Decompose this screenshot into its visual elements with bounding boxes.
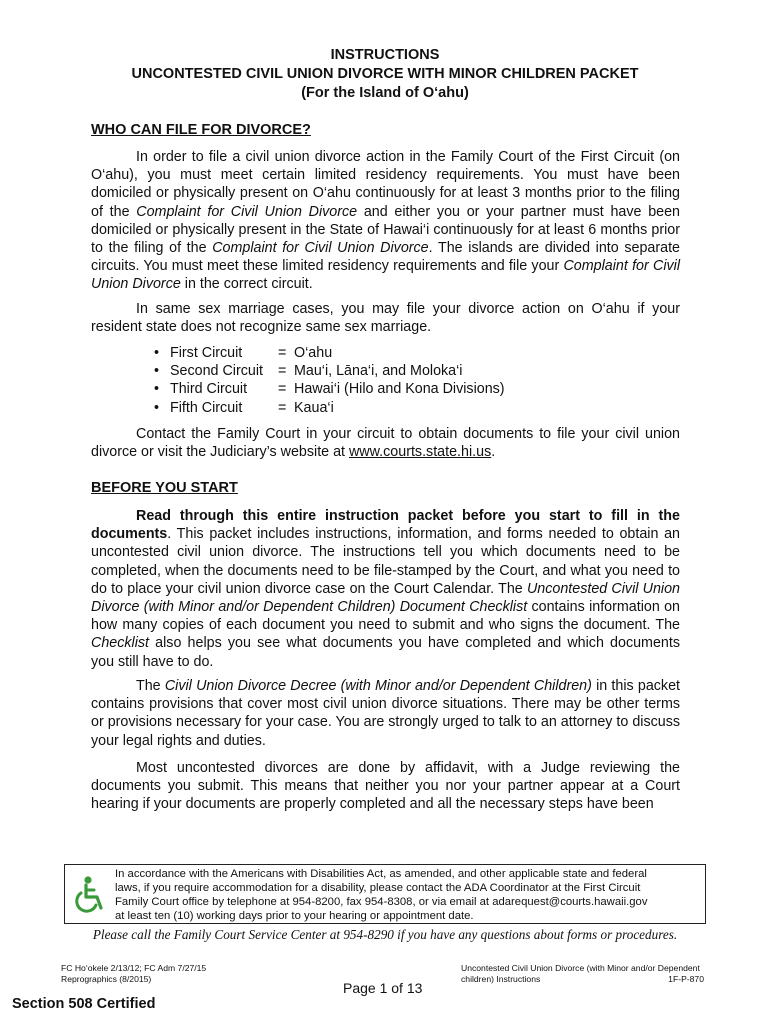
text-run: Most uncontested divorces are done by affidavit, with a Judge reviewing the documents you submit. This means that neither you nor your partner appear at a Court hearing if your documents are properly completed and all the necessary steps have been [91,760,680,813]
circuit-item [154,399,505,417]
form-title [461,963,704,985]
text-run: In order to file a civil union divorce action in the Family Court of the First Circuit (on O‘ahu), you must meet certain limited residency requirements. You must have been domiciled or physically present on O‘ahu continuously for at least 3 months prior to the filing of the [91,149,680,220]
text-run: . [491,444,496,461]
revision-info [61,963,206,985]
circuit-item [154,380,505,398]
circuit-name: Third Circuit [170,381,248,398]
italic-run: Civil Union Divorce Decree (with Minor and/or Dependent Children) [164,678,592,694]
italic-run: Complaint for Civil Union Divorce [136,203,358,220]
ada-line: at least ten (10) working days prior to your hearing or appointment date. [115,910,474,922]
heading-who-can-file: WHO CAN FILE FOR DIVORCE? [91,122,311,138]
revision-line: FC Ho‘okele 2/13/12; FC Adm 7/27/15 [61,963,207,973]
text-run: in the correct circuit. [180,276,313,293]
circuit-islands: O‘ahu [294,345,333,361]
bullet: • [154,399,160,416]
circuit-name: Fifth Circuit [170,399,243,416]
ada-text [115,867,703,923]
circuit-list [154,344,505,417]
italic-run: Uncontested Civil Union Divorce (with Minor and/or Dependent Children) Document Checklist [91,580,681,616]
text-run: . This packet includes instructions, information, and forms needed to obtain an uncontested civil union divorce. The instructions tell you which documents need to be completed, when the documents need to be file-stamped by the Court, and what you need to do to place your civil union divorce case on the Court Calendar. The [91,526,680,597]
bullet: • [154,345,160,361]
wheelchair-icon [69,875,109,915]
equals-sign: = [278,381,287,398]
service-center-note: Please call the Family Court Service Center at 954-8290 if you have any questions about forms or procedures. [92,927,678,942]
ada-line: Family Court office by telephone at 954-8200, fax 954-8308, or via email at adarequest@courts.hawaii.gov [115,896,648,908]
circuit-item [154,362,505,380]
equals-sign: = [278,345,287,361]
bullet: • [154,381,160,398]
text-run: and either you or your partner must have been domiciled or physically present in the State of Hawai‘i continuously for at least 6 months prior to the filing of the [91,203,680,257]
ada-notice [64,864,706,924]
title-packet: UNCONTESTED CIVIL UNION DIVORCE WITH MINOR CHILDREN PACKET [131,66,639,82]
text-run: In same sex marriage cases, you may file your divorce action on O‘ahu if your resident state does not recognize same sex marriage. [91,301,680,336]
revision-line: Reprographics (8/2015) [61,974,152,984]
form-number: 1F-P-870 [668,974,704,984]
equals-sign: = [278,399,287,416]
text-run: . The islands are divided into separate circuits. You must meet these limited residency requirements and file your [91,240,680,275]
circuit-name: Second Circuit [170,363,263,380]
heading-before-you-start: BEFORE YOU START [91,480,238,496]
ada-line: In accordance with the Americans with Disabilities Act, as amended, and other applicable state and federal [115,868,647,880]
form-title-line: children) Instructions [461,974,541,984]
italic-run: Complaint for Civil Union Divorce [212,240,429,257]
section-508-certified: Section 508 Certified [12,996,156,1012]
paragraph-same-sex [91,300,680,336]
text-run: contains information on how many copies of each document you need to submit and who signs the document. The [91,599,680,634]
form-title-row [461,974,704,985]
bullet: • [154,363,160,380]
text-run: The [136,678,165,694]
bold-run: Read through this entire instruction packet before you start to fill in the documents [91,508,680,543]
title-instructions: INSTRUCTIONS [330,47,440,63]
text-run: in this packet contains provisions that cover most civil union divorce situations. There may be other terms or provisions necessary for your case. You are strongly urged to talk to an attorney to discuss your legal rights and duties. [91,678,681,749]
page-number: Page 1 of 13 [343,980,423,996]
text-run: also helps you see what documents you have completed and which documents you still have to do. [91,635,680,670]
text-run: Contact the Family Court in your circuit to obtain documents to file your civil union divorce or visit the Judiciary’s website at [91,426,680,461]
circuit-islands: Mau‘i, Lāna‘i, and Moloka‘i [294,363,463,380]
circuit-islands: Hawai‘i (Hilo and Kona Divisions) [294,381,505,398]
paragraph-read-packet [91,507,680,671]
italic-run: Checklist [91,635,149,652]
paragraph-residency [91,148,680,294]
judiciary-website-link[interactable]: www.courts.state.hi.us [348,444,492,461]
circuit-item [154,344,505,362]
equals-sign: = [278,363,287,380]
paragraph-affidavit [91,759,680,814]
form-title-line: Uncontested Civil Union Divorce (with Minor and/or Dependent [461,963,700,973]
italic-run: Complaint for Civil Union Divorce [91,258,680,293]
circuit-islands: Kaua‘i [294,399,334,416]
title-island: (For the Island of O‘ahu) [301,85,469,101]
ada-line: laws, if you require accommodation for a disability, please contact the ADA Coordinator at the First Circuit [115,882,641,894]
circuit-name: First Circuit [170,345,243,361]
paragraph-decree [91,677,680,750]
paragraph-contact [91,425,680,461]
